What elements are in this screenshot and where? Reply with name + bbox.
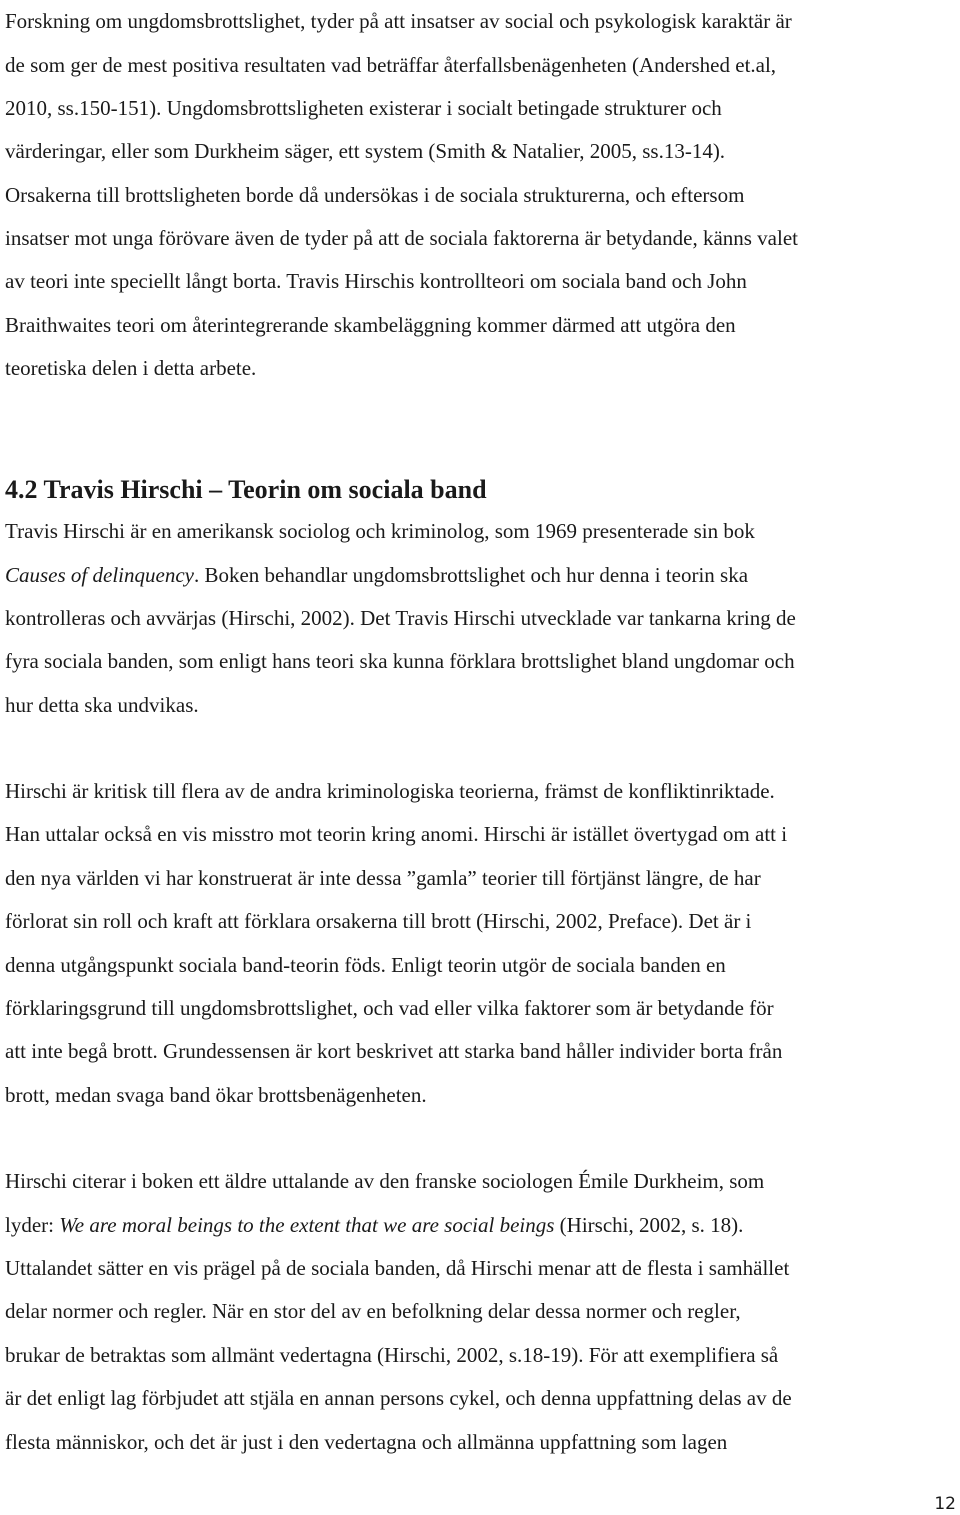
text-line: teoretiska delen i detta arbete.: [5, 356, 257, 380]
text-span: (Hirschi, 2002, s. 18).: [554, 1213, 744, 1237]
text-span: lyder:: [5, 1213, 60, 1237]
text-line: kontrolleras och avvärjas (Hirschi, 2002). Det Travis Hirschi utvecklade var tankarna kring de: [5, 606, 796, 630]
text-line: att inte begå brott. Grundessensen är kort beskrivet att starka band håller individer borta från: [5, 1039, 783, 1063]
text-line: [5, 1212, 743, 1238]
text-line: förklaringsgrund till ungdomsbrottslighet, och vad eller vilka faktorer som är betydande för: [5, 996, 774, 1020]
text-line: [5, 562, 748, 588]
text-span: . Boken behandlar ungdomsbrottslighet och hur denna i teorin ska: [193, 563, 749, 587]
text-line: hur detta ska undvikas.: [5, 693, 199, 717]
text-line: är det enligt lag förbjudet att stjäla en annan persons cykel, och denna uppfattning delas av de: [5, 1386, 792, 1410]
text-line: Hirschi är kritisk till flera av de andra kriminologiska teorierna, främst de konfliktinriktade.: [5, 779, 775, 803]
text-line: denna utgångspunkt sociala band-teorin föds. Enligt teorin utgör de sociala banden en: [5, 953, 726, 977]
book-title: Causes of delinquency: [5, 563, 194, 587]
text-line: Han uttalar också en vis misstro mot teorin kring anomi. Hirschi är istället övertygad om att i: [5, 822, 788, 846]
page-number: 12: [934, 1494, 956, 1514]
text-line: Travis Hirschi är en amerikansk sociolog och kriminolog, som 1969 presenterade sin bok: [5, 519, 755, 543]
text-line: av teori inte speciellt långt borta. Travis Hirschis kontrollteori om sociala band och John: [5, 269, 747, 293]
text-line: Hirschi citerar i boken ett äldre uttalande av den franske sociologen Émile Durkheim, som: [5, 1169, 765, 1193]
text-line: flesta människor, och det är just i den vedertagna och allmänna uppfattning som lagen: [5, 1430, 728, 1454]
text-line: insatser mot unga förövare även de tyder på att de sociala faktorerna är betydande, känns valet: [5, 226, 798, 250]
text-line: Braithwaites teori om återintegrerande skambeläggning kommer därmed att utgöra den: [5, 313, 736, 337]
text-line: den nya världen vi har konstruerat är inte dessa ”gamla” teorier till förtjänst längre, de har: [5, 866, 761, 890]
text-line: Uttalandet sätter en vis prägel på de sociala banden, då Hirschi menar att de flesta i samhället: [5, 1256, 790, 1280]
section-heading: 4.2 Travis Hirschi – Teorin om sociala band: [5, 475, 487, 504]
text-line: brott, medan svaga band ökar brottsbenägenheten.: [5, 1083, 427, 1107]
text-line: fyra sociala banden, som enligt hans teori ska kunna förklara brottslighet bland ungdomar och: [5, 649, 795, 673]
text-line: de som ger de mest positiva resultaten vad beträffar återfallsbenägenheten (Andershed et.al,: [5, 53, 777, 77]
text-line: förlorat sin roll och kraft att förklara orsakerna till brott (Hirschi, 2002, Preface). Det är i: [5, 909, 752, 933]
quote: We are moral beings to the extent that we are social beings: [59, 1213, 555, 1237]
text-line: Forskning om ungdomsbrottslighet, tyder på att insatser av social och psykologisk karaktär är: [5, 9, 792, 33]
text-line: brukar de betraktas som allmänt vedertagna (Hirschi, 2002, s.18-19). För att exemplifiera så: [5, 1343, 779, 1367]
text-line: delar normer och regler. När en stor del av en befolkning delar dessa normer och regler,: [5, 1299, 741, 1323]
text-line: 2010, ss.150-151). Ungdomsbrottsligheten existerar i socialt betingade strukturer och: [5, 96, 722, 120]
text-line: Orsakerna till brottsligheten borde då undersökas i de sociala strukturerna, och eftersom: [5, 183, 745, 207]
text-line: värderingar, eller som Durkheim säger, ett system (Smith & Natalier, 2005, ss.13-14).: [5, 139, 726, 163]
